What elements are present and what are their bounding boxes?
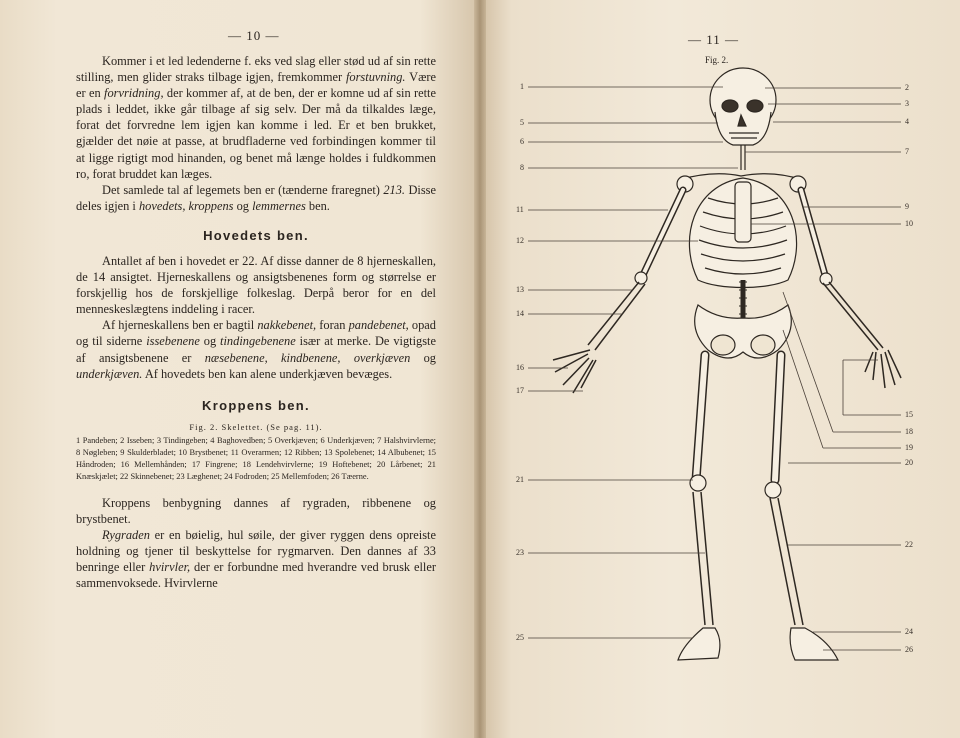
text-run: og <box>410 350 436 365</box>
text-run: Disse deles igjen i <box>76 182 436 213</box>
label-26: 26 <box>905 645 913 654</box>
label-2: 2 <box>905 83 909 92</box>
text-run: foran <box>316 318 349 333</box>
label-14: 14 <box>516 309 524 318</box>
paragraph-dislocation <box>76 53 436 182</box>
skeleton-illustration <box>483 0 960 738</box>
label-18: 18 <box>905 427 913 436</box>
figure-caption-legend: 1 Pandeben; 2 Isseben; 3 Tindingeben; 4 Baghovedben; 5 Overkjæven; 6 Underkjæven; 7 Halshvirvlerne; 8 Nøgleben; 9 Skulderbladet; 10 Brystbenet; 11 Overarmen; 12 Ribben; 13 Spolebenet; 14 Albubenet; 15 Håndroden; 16 Mellemhånden; 17 Fingrene; 18 Lendehvirvlerne; 19 Hoftebenet; 20 Lårbenet; 21 Knæskjælet; 22 Skinnebenet; 23 Læghenet; 24 Fodroden; 25 Mellemfoden; 26 Tæerne. <box>76 435 436 481</box>
label-22: 22 <box>905 540 913 549</box>
page-number-left: — 10 — <box>228 28 280 43</box>
label-5: 5 <box>520 118 524 127</box>
paragraph-body-skeleton <box>76 495 436 527</box>
text-run: Det samlede tal af legemets ben er (tænderne fraregnet) <box>102 182 384 197</box>
italic-term: nakkebenet, <box>257 318 317 333</box>
italic-term: Rygraden <box>102 527 150 542</box>
label-25: 25 <box>516 633 524 642</box>
italic-term: forstuvning. <box>345 70 406 85</box>
label-23: 23 <box>516 548 524 557</box>
text-run: ben. <box>305 198 330 213</box>
paragraph-bone-count <box>76 182 436 214</box>
label-7: 7 <box>905 147 909 156</box>
text-run: Af hovedets ben kan alene underkjæven bevæges. <box>142 366 393 381</box>
label-16: 16 <box>516 363 524 372</box>
label-24: 24 <box>905 627 913 636</box>
italic-term: underkjæven. <box>76 366 143 381</box>
text-run: er en bøielig, hul søile, der giver ryggen dens opreiste holdning og tjener til beskyttelse for rygmarven. Den dannes af 33 benringe eller <box>76 527 436 575</box>
italic-term: hvirvler, <box>149 560 191 575</box>
label-9: 9 <box>905 202 909 211</box>
text-run: Kommer i et led ledenderne f. eks ved slag eller stød ud af sin rette stilling, men glider straks tilbage igjen, fremkommer <box>76 54 436 85</box>
label-10: 10 <box>905 219 913 228</box>
label-12: 12 <box>516 236 524 245</box>
label-8: 8 <box>520 163 524 172</box>
italic-term: lemmernes <box>252 198 306 213</box>
text-run: Være er en <box>76 70 436 101</box>
figure-caption-title: Fig. 2. Skelettet. (Se pag. 11). <box>189 421 323 432</box>
text-run: og <box>199 334 221 349</box>
label-11: 11 <box>516 205 524 214</box>
text-run: der er forbundne med hverandre ved brusk eller sammenvoksede. Hvirvlerne <box>76 560 437 591</box>
heading-skull-bones: Hovedets ben. <box>203 227 309 243</box>
label-6: 6 <box>520 137 524 146</box>
label-20: 20 <box>905 458 913 467</box>
italic-term: forvridning, <box>104 86 164 101</box>
text-run: Kroppens benbygning dannes af rygraden, ribbenene og brystbenet. <box>76 495 436 526</box>
label-21: 21 <box>516 475 524 484</box>
text-run: der kommer af, at de ben, der er komne ud af sin rette plads i leddet, ikke går tilbage af sig selv. Der må da tilkaldes læge, forat det forvredne lem igjen kan komme i led. Er et ben brukket, gjælder det nøie at passe, at brudfladerne ved forbindingen kommer til at ligge rigtigt mod hinanden, og benet må længe holdes i fuldkommen ro, forat bruddet kan læges. <box>76 86 436 181</box>
label-1: 1 <box>520 82 524 91</box>
figure-label: Fig. 2. <box>705 55 729 65</box>
page-number-right: — 11 — <box>688 32 740 47</box>
heading-body-bones: Kroppens ben. <box>202 397 310 413</box>
text-run: Af hjerneskallens ben er bagtil <box>102 318 258 333</box>
italic-term: issebenene <box>146 334 200 349</box>
paragraph-skull-count <box>76 253 436 317</box>
left-page-text <box>76 53 436 591</box>
text-run: opad og til siderne <box>76 318 436 349</box>
italic-term: tindingebenene <box>220 334 296 349</box>
label-13: 13 <box>516 285 524 294</box>
label-3: 3 <box>905 99 909 108</box>
text-run: især at merke. De vigtigste af ansigtsbenene er <box>76 334 436 365</box>
label-15: 15 <box>905 410 913 419</box>
text-run: Antallet af ben i hovedet er 22. Af disse danner de 8 hjerneskallen, de 14 ansigtet. Hjerneskallens og ansigtsbenenes form og størrelse er forskjellig hos de forskjellige folkeslag. Derpå beror for en del menneskeslægtens inddeling i racer. <box>76 253 436 317</box>
label-17: 17 <box>516 386 524 395</box>
label-19: 19 <box>905 443 913 452</box>
label-4: 4 <box>905 117 909 126</box>
paragraph-skull-parts <box>76 317 436 381</box>
italic-term: 213. <box>383 182 406 197</box>
italic-term: hovedets, kroppens <box>138 198 234 213</box>
paragraph-spine <box>76 527 436 591</box>
italic-term: næsebenene, kindbenene, overkjæven <box>204 350 411 365</box>
italic-term: pandebenet, <box>348 318 409 333</box>
text-run: og <box>233 198 253 213</box>
